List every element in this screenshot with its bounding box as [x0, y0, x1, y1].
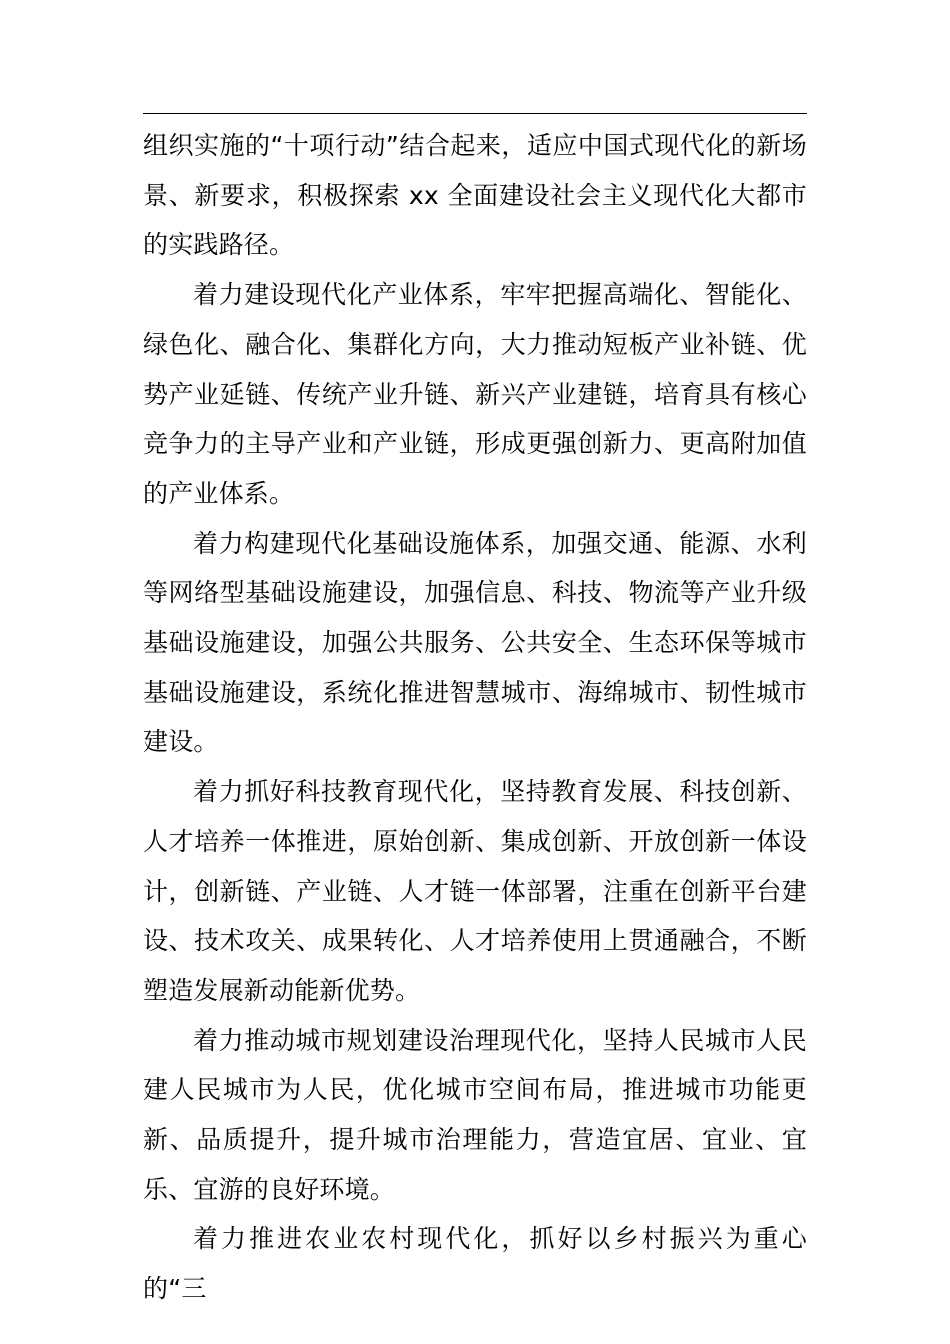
- paragraph-5: 着力推动城市规划建设治理现代化，坚持人民城市人民建人民城市为人民，优化城市空间布局，推进城市功能更新、品质提升，提升城市治理能力，营造宜居、宜业、宜乐、宜游的良好环境。: [143, 1025, 807, 1204]
- paragraph-4: 着力抓好科技教育现代化，坚持教育发展、科技创新、人才培养一体推进，原始创新、集成创新、开放创新一体设计，创新链、产业链、人才链一体部署，注重在创新平台建设、技术攻关、成果转化、人才培养使用上贯通融合，不断塑造发展新动能新优势。: [143, 777, 807, 1005]
- paragraph-6: 着力推进农业农村现代化，抓好以乡村振兴为重心的“三: [143, 1224, 807, 1304]
- paragraph-2: 着力建设现代化产业体系，牢牢把握高端化、智能化、绿色化、融合化、集群化方向，大力推动短板产业补链、优势产业延链、传统产业升链、新兴产业建链，培育具有核心竞争力的主导产业和产业链，形成更强创新力、更高附加值的产业体系。: [143, 280, 807, 508]
- document-body: [143, 121, 807, 1314]
- header-rule: [143, 113, 807, 114]
- paragraph-1: 组织实施的“十项行动”结合起来，适应中国式现代化的新场景、新要求，积极探索 xx 全面建设社会主义现代化大都市的实践路径。: [143, 131, 807, 260]
- paragraph-3: 着力构建现代化基础设施体系，加强交通、能源、水利等网络型基础设施建设，加强信息、科技、物流等产业升级基础设施建设，加强公共服务、公共安全、生态环保等城市基础设施建设，系统化推进智慧城市、海绵城市、韧性城市建设。: [143, 528, 807, 757]
